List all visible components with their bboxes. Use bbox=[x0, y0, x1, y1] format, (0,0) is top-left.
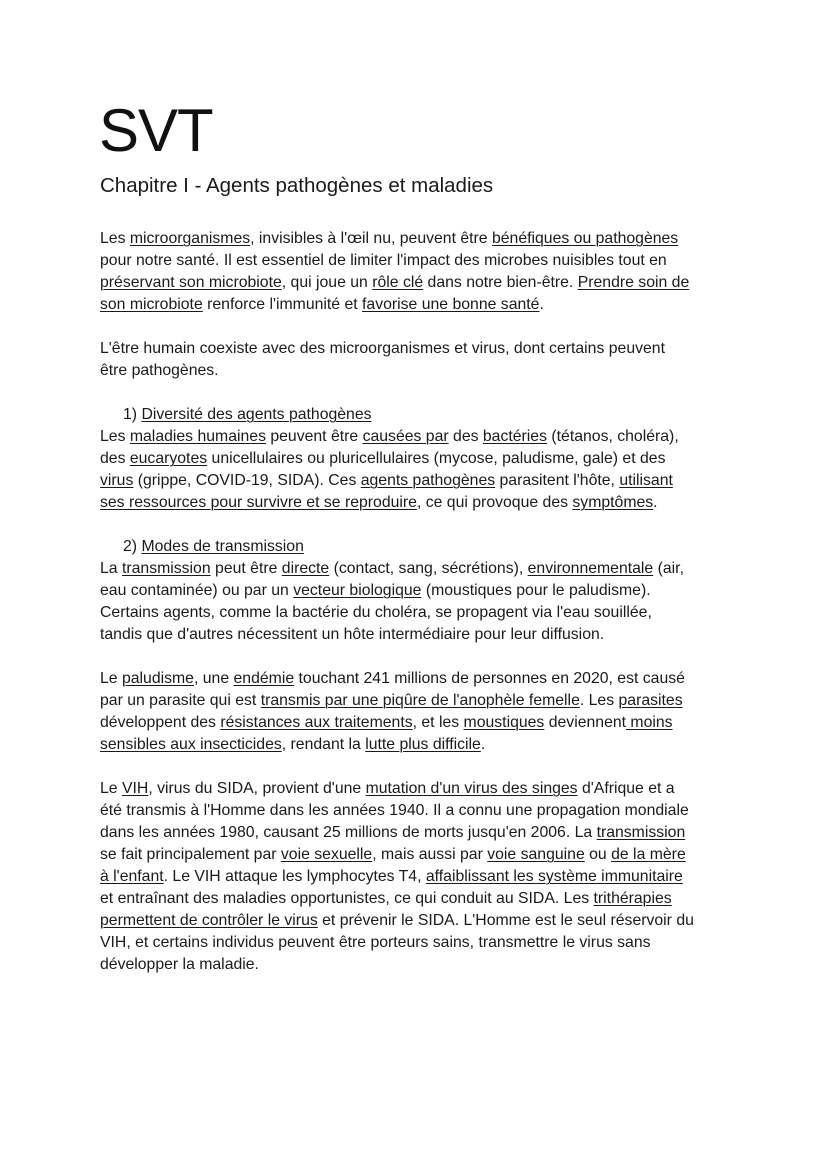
text-segment: , virus du SIDA, provient d'une bbox=[148, 780, 366, 797]
text-segment: être pathogènes. bbox=[100, 362, 219, 379]
underlined-text: voie sanguine bbox=[487, 846, 585, 863]
text-segment: développent des bbox=[100, 714, 221, 731]
text-segment: été transmis à l'Homme dans les années 1940. Il a connu une propagation mondiale bbox=[100, 802, 689, 819]
text-line bbox=[100, 449, 665, 469]
underlined-text: à l'enfant bbox=[100, 868, 164, 885]
text-line bbox=[100, 559, 684, 579]
text-segment: Certains agents, comme la bactérie du choléra, se propagent via l'eau souillée, bbox=[100, 604, 652, 621]
text-segment: peuvent être bbox=[265, 428, 363, 445]
text-segment: . bbox=[539, 296, 544, 313]
text-segment: des bbox=[448, 428, 483, 445]
text-line bbox=[100, 295, 544, 315]
underlined-text: causées par bbox=[362, 428, 449, 445]
text-segment: L'être humain coexiste avec des microorganismes et virus, dont certains peuvent bbox=[100, 340, 665, 357]
text-segment: par un parasite qui est bbox=[100, 692, 261, 709]
text-segment: Les bbox=[100, 428, 130, 445]
underlined-text: sensibles aux insecticides bbox=[100, 736, 282, 753]
text-segment: (moustiques pour le paludisme). bbox=[421, 582, 651, 599]
text-segment: deviennent bbox=[544, 714, 627, 731]
text-line bbox=[100, 801, 689, 821]
underlined-text: résistances aux traitements bbox=[220, 714, 413, 731]
text-segment: , et les bbox=[412, 714, 464, 731]
underlined-text: virus bbox=[100, 472, 134, 489]
underlined-text: transmis par une piqûre de l'anophèle femelle bbox=[260, 692, 580, 709]
text-segment: , qui joue un bbox=[281, 274, 373, 291]
text-segment: eau contaminée) ou par un bbox=[100, 582, 294, 599]
text-segment: . bbox=[653, 494, 658, 511]
text-segment: se fait principalement par bbox=[100, 846, 281, 863]
text-segment: dans notre bien-être. bbox=[423, 274, 578, 291]
text-segment: unicellulaires ou pluricellulaires (mycose, paludisme, gale) et des bbox=[207, 450, 666, 467]
text-line bbox=[100, 691, 683, 711]
text-segment: ou bbox=[584, 846, 612, 863]
underlined-text: moustiques bbox=[463, 714, 545, 731]
underlined-text: favorise une bonne santé bbox=[362, 296, 540, 313]
text-segment: 2) bbox=[123, 538, 142, 555]
text-segment: d'Afrique et a bbox=[577, 780, 675, 797]
underlined-text: voie sexuelle bbox=[280, 846, 373, 863]
text-line bbox=[100, 669, 685, 689]
text-segment: (contact, sang, sécrétions), bbox=[329, 560, 528, 577]
text-line bbox=[100, 845, 686, 865]
text-segment: (tétanos, choléra), bbox=[547, 428, 679, 445]
text-segment: , mais aussi par bbox=[372, 846, 488, 863]
text-line bbox=[100, 581, 651, 601]
underlined-text: moins bbox=[626, 714, 673, 731]
underlined-text: eucaryotes bbox=[129, 450, 208, 467]
text-segment: , invisibles à l'œil nu, peuvent être bbox=[250, 230, 492, 247]
underlined-text: VIH bbox=[121, 780, 149, 797]
text-segment: . bbox=[480, 736, 486, 753]
underlined-text: mutation d'un virus des singes bbox=[365, 780, 578, 797]
text-line bbox=[100, 713, 673, 733]
document-title: SVT bbox=[99, 97, 213, 164]
underlined-text: vecteur biologique bbox=[293, 582, 422, 599]
text-line bbox=[100, 273, 689, 293]
text-line bbox=[100, 889, 672, 909]
underlined-text: paludisme bbox=[121, 670, 194, 687]
text-segment: peut être bbox=[210, 560, 282, 577]
underlined-text: trithérapies bbox=[593, 890, 672, 907]
underlined-text: Prendre soin de bbox=[577, 274, 690, 291]
underlined-text: rôle clé bbox=[372, 274, 424, 291]
text-segment: renforce l'immunité et bbox=[202, 296, 363, 313]
text-line bbox=[100, 339, 665, 359]
underlined-text: ses ressources pour survivre et se reproduire bbox=[100, 494, 417, 511]
text-line bbox=[100, 933, 651, 953]
underlined-text: bactéries bbox=[482, 428, 547, 445]
text-segment: 1) bbox=[123, 406, 142, 423]
underlined-text: Diversité des agents pathogènes bbox=[141, 406, 372, 423]
text-segment: Le bbox=[100, 670, 122, 687]
text-segment: tandis que d'autres nécessitent un hôte intermédiaire pour leur diffusion. bbox=[100, 626, 605, 643]
text-line bbox=[123, 405, 372, 425]
text-segment: VIH, et certains individus peuvent être porteurs sains, transmettre le virus sans bbox=[100, 934, 651, 951]
text-line bbox=[123, 537, 304, 557]
underlined-text: transmission bbox=[121, 560, 211, 577]
text-segment: dans les années 1980, causant 25 millions de morts jusqu'en 2006. La bbox=[100, 824, 597, 841]
text-segment: (grippe, COVID-19, SIDA). Ces bbox=[133, 472, 361, 489]
text-segment: . Les bbox=[579, 692, 619, 709]
text-line bbox=[100, 427, 679, 447]
text-line bbox=[100, 229, 678, 249]
text-segment: et entraînant des maladies opportunistes, ce qui conduit au SIDA. Les bbox=[100, 890, 594, 907]
text-segment: développer la maladie. bbox=[100, 956, 259, 973]
text-segment: , ce qui provoque des bbox=[416, 494, 573, 511]
text-line bbox=[100, 625, 604, 645]
chapter-subtitle: Chapitre I - Agents pathogènes et maladies bbox=[100, 174, 494, 197]
underlined-text: transmission bbox=[596, 824, 686, 841]
text-line bbox=[100, 867, 683, 887]
text-segment: parasitent l'hôte, bbox=[495, 472, 620, 489]
text-segment: des bbox=[100, 450, 130, 467]
underlined-text: environnementale bbox=[527, 560, 654, 577]
underlined-text: son microbiote bbox=[100, 296, 203, 313]
text-segment: Les bbox=[100, 230, 130, 247]
underlined-text: directe bbox=[281, 560, 330, 577]
underlined-text: lutte plus difficile bbox=[365, 736, 481, 753]
text-segment: et prévenir le SIDA. L'Homme est le seul réservoir du bbox=[317, 912, 694, 929]
underlined-text: préservant son microbiote bbox=[100, 274, 282, 291]
text-segment: , une bbox=[193, 670, 234, 687]
text-segment: pour notre santé. Il est essentiel de limiter l'impact des microbes nuisibles tout en bbox=[100, 252, 667, 269]
text-line bbox=[100, 779, 675, 799]
underlined-text: permettent de contrôler le virus bbox=[100, 912, 318, 929]
text-segment: . Le VIH attaque les lymphocytes T4, bbox=[163, 868, 426, 885]
text-line bbox=[100, 735, 485, 755]
text-line bbox=[100, 493, 658, 513]
underlined-text: bénéfiques ou pathogènes bbox=[491, 230, 679, 247]
text-segment: Le bbox=[100, 780, 122, 797]
underlined-text: de la mère bbox=[611, 846, 686, 863]
text-segment: (air, bbox=[653, 560, 684, 577]
underlined-text: microorganismes bbox=[129, 230, 251, 247]
text-line bbox=[100, 251, 667, 271]
underlined-text: maladies humaines bbox=[129, 428, 266, 445]
text-line bbox=[100, 823, 685, 843]
underlined-text: agents pathogènes bbox=[360, 472, 496, 489]
text-segment: La bbox=[100, 560, 122, 577]
text-line bbox=[100, 911, 694, 931]
underlined-text: affaiblissant les système immunitaire bbox=[425, 868, 683, 885]
text-line bbox=[100, 955, 259, 975]
underlined-text: Modes de transmission bbox=[141, 538, 304, 555]
text-segment: touchant 241 millions de personnes en 2020, est causé bbox=[294, 670, 685, 687]
underlined-text: utilisant bbox=[619, 472, 673, 489]
text-segment: , rendant la bbox=[281, 736, 366, 753]
underlined-text: symptômes bbox=[572, 494, 654, 511]
text-line bbox=[100, 361, 219, 381]
underlined-text: parasites bbox=[618, 692, 683, 709]
text-line bbox=[100, 603, 652, 623]
underlined-text: endémie bbox=[233, 670, 295, 687]
text-line bbox=[100, 471, 673, 491]
